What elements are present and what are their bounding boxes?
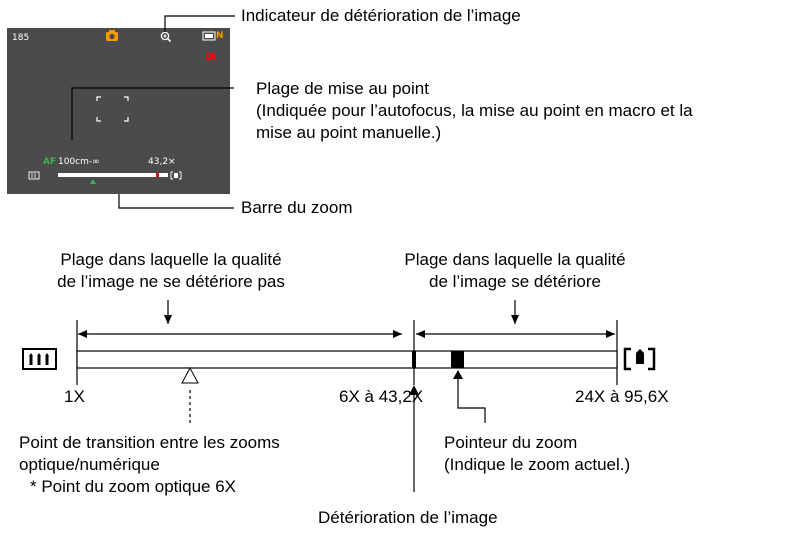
tick-label-max: 24X à 95,6X: [575, 387, 669, 406]
callout-focus-range-title: Plage de mise au point: [256, 79, 429, 98]
tick-label-mid: 6X à 43,2X: [339, 387, 424, 406]
label-transition-line1: Point de transition entre les zooms: [19, 433, 280, 452]
label-transition-note: * Point du zoom optique 6X: [30, 477, 237, 496]
label-transition-line2: optique/numérique: [19, 455, 160, 474]
label-range-degrade-line1: Plage dans laquelle la qualité: [404, 250, 626, 269]
label-zoom-pointer-note: (Indique le zoom actuel.): [444, 455, 631, 474]
label-range-no-degrade-line1: Plage dans laquelle la qualité: [60, 250, 282, 269]
label-zoom-pointer: Pointeur du zoom: [444, 433, 578, 452]
tick-label-1x: 1X: [64, 387, 85, 406]
label-range-degrade-line2: de l’image se détériore: [429, 272, 601, 291]
callout-degradation-indicator: Indicateur de détérioration de l’image: [241, 6, 521, 25]
focus-range-readout: 100cm-∞: [58, 157, 100, 167]
zoom-value-readout: 43,2×: [148, 157, 176, 167]
callout-focus-range-note-2: mise au point manuelle.): [256, 123, 442, 142]
callout-focus-range-note-1: (Indiquée pour l’autofocus, la mise au point en macro et la: [256, 101, 693, 120]
label-range-no-degrade-line2: de l’image ne se détériore pas: [57, 272, 285, 291]
callout-zoom-bar: Barre du zoom: [241, 198, 353, 217]
label-degradation: Détérioration de l’image: [318, 508, 498, 527]
af-mode-label: AF: [43, 157, 57, 167]
quality-indicator: N: [216, 31, 224, 41]
shot-count: 185: [12, 33, 30, 43]
